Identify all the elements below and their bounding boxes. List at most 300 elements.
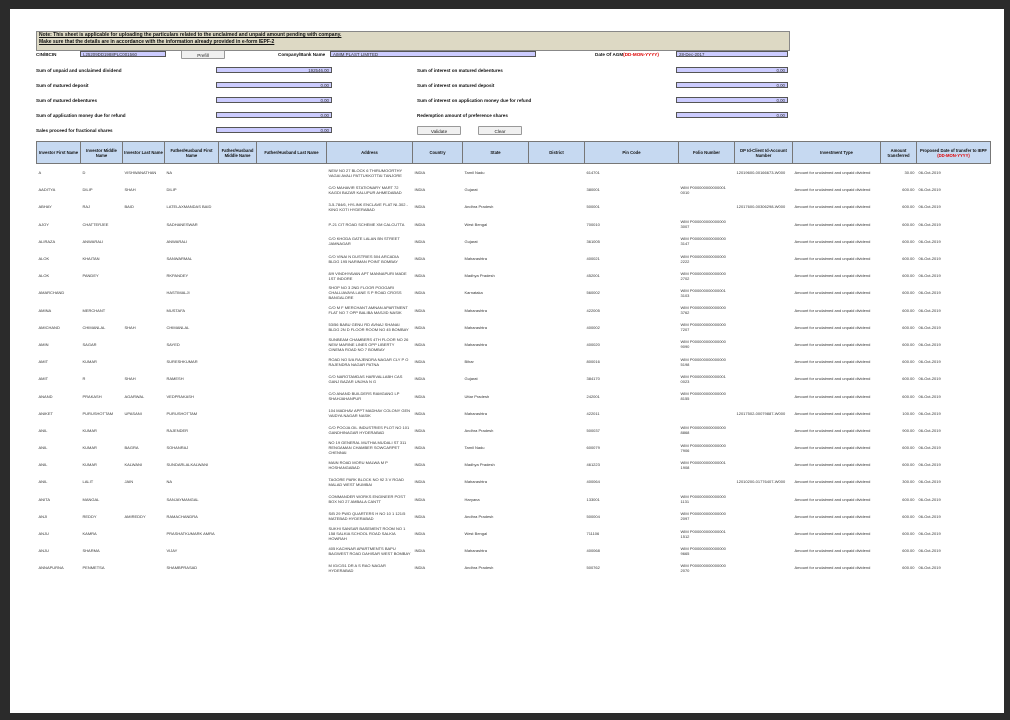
father-first-name-cell[interactable]: SANWARMAL <box>166 256 193 262</box>
amount-transferred-cell[interactable]: 600.00 <box>902 221 915 227</box>
amount-transferred-cell[interactable]: 600.00 <box>902 531 915 537</box>
folio-number-cell[interactable]: WIM P000000000000000 2097 <box>680 511 726 522</box>
investment-type-cell[interactable]: Amount for unclaimed and unpaid dividend <box>794 376 871 382</box>
state-cell[interactable]: Madhya Pradesh <box>464 462 495 468</box>
sum-field[interactable]: 0.00 <box>676 67 788 73</box>
investor-last-name-cell[interactable] <box>123 525 165 542</box>
father-first-name-cell[interactable]: RAMESH <box>166 376 184 382</box>
folio-number-cell[interactable]: WIM P000000000000000 3762 <box>680 305 726 316</box>
dp-client-id-cell[interactable] <box>735 491 793 508</box>
sum-field[interactable]: 0.00 <box>676 82 788 88</box>
state-cell[interactable]: Bihar <box>464 359 474 365</box>
dp-client-id-cell[interactable] <box>735 439 793 456</box>
country-cell[interactable]: INDIA <box>414 290 426 296</box>
country-cell[interactable]: INDIA <box>414 376 426 382</box>
father-last-name-cell[interactable] <box>257 473 327 490</box>
father-middle-name-cell[interactable] <box>219 508 257 525</box>
pin-code-cell[interactable]: 384170 <box>586 376 600 382</box>
table-row[interactable] <box>37 164 991 182</box>
investor-first-name-cell[interactable]: A <box>38 170 42 176</box>
folio-number-cell[interactable] <box>679 473 735 490</box>
country-cell[interactable]: INDIA <box>414 273 426 279</box>
country-cell[interactable]: INDIA <box>414 238 426 244</box>
investment-type-cell[interactable]: Amount for unclaimed and unpaid dividend <box>794 427 871 433</box>
address-cell[interactable]: ROAD NO 5/A RAJENDRA NAGAR CLY P O RAJENDRA NAGAR PATNA <box>328 356 409 367</box>
investor-middle-name-cell[interactable]: KUMAR <box>82 427 97 433</box>
investor-last-name-cell[interactable] <box>123 233 165 250</box>
table-row[interactable] <box>37 439 991 456</box>
investor-first-name-cell[interactable]: AMINA <box>38 307 52 313</box>
proposed-date-cell[interactable]: 06-Oct-2019 <box>918 445 941 451</box>
father-middle-name-cell[interactable] <box>219 302 257 319</box>
table-row[interactable] <box>37 491 991 508</box>
investment-type-cell[interactable]: Amount for unclaimed and unpaid dividend <box>794 256 871 262</box>
address-cell[interactable]: NO 19 GENERAL MUTHIA MUDALI ST 311 RENGAMAN CHAMBER SOWCARPET CHENNAI <box>328 440 407 456</box>
investor-last-name-cell[interactable]: JAIN <box>124 479 134 485</box>
investor-last-name-cell[interactable]: KALWANI <box>124 462 143 468</box>
district-cell[interactable] <box>529 319 585 336</box>
table-row[interactable] <box>37 302 991 319</box>
pin-code-cell[interactable]: 400021 <box>586 256 600 262</box>
folio-number-cell[interactable]: WIM P000000000000000 1131 <box>680 494 726 505</box>
folio-number-cell[interactable]: WIM P000000000000001 1512 <box>680 528 726 539</box>
investor-last-name-cell[interactable] <box>123 267 165 284</box>
state-cell[interactable]: Maharashtra <box>464 548 487 554</box>
father-last-name-cell[interactable] <box>257 267 327 284</box>
proposed-date-cell[interactable]: 06-Oct-2019 <box>918 531 941 537</box>
address-cell[interactable]: 405 KACHNAR APARTMENTS BAPU BAGWEST ROAD DAHISAR WEST BOMBAY <box>328 545 411 556</box>
amount-transferred-cell[interactable]: 600.00 <box>902 256 915 262</box>
investor-middle-name-cell[interactable] <box>81 284 123 301</box>
father-middle-name-cell[interactable] <box>219 473 257 490</box>
folio-number-cell[interactable]: WIM P000000000000000 3007 <box>680 219 726 230</box>
proposed-date-cell[interactable]: 06-Oct-2019 <box>918 513 941 519</box>
investment-type-cell[interactable]: Amount for unclaimed and unpaid dividend <box>794 565 871 571</box>
investor-last-name-cell[interactable] <box>123 422 165 439</box>
country-cell[interactable]: INDIA <box>414 427 426 433</box>
father-last-name-cell[interactable] <box>257 422 327 439</box>
table-row[interactable] <box>37 542 991 559</box>
pin-code-cell[interactable]: 500001 <box>586 204 600 210</box>
address-cell[interactable]: SUKHI SANSAR BASEMENT ROOM NO 1 158 SALKIA SCHOOL ROAD SALKIA HOWRAH <box>328 526 406 542</box>
father-last-name-cell[interactable] <box>257 491 327 508</box>
father-middle-name-cell[interactable] <box>219 559 257 576</box>
father-last-name-cell[interactable] <box>257 164 327 182</box>
father-last-name-cell[interactable] <box>257 233 327 250</box>
investor-middle-name-cell[interactable]: DILIP <box>82 187 93 193</box>
investor-last-name-cell[interactable]: SHAH <box>124 324 136 330</box>
dp-client-id-cell[interactable] <box>735 319 793 336</box>
investor-last-name-cell[interactable] <box>123 491 165 508</box>
state-cell[interactable]: Maharashtra <box>464 341 487 347</box>
father-first-name-cell[interactable]: HASTIMALJI <box>166 290 190 296</box>
folio-number-cell[interactable]: WIM P000000000000000 7906 <box>680 442 726 453</box>
investment-type-cell[interactable]: Amount for unclaimed and unpaid dividend <box>794 238 871 244</box>
investor-first-name-cell[interactable]: ANIL <box>38 427 48 433</box>
amount-transferred-cell[interactable]: 100.00 <box>902 410 915 416</box>
father-middle-name-cell[interactable] <box>219 542 257 559</box>
investor-first-name-cell[interactable]: ABHAY <box>38 204 52 210</box>
cin-field[interactable]: L25209DD1988PLC001560 <box>80 51 166 57</box>
district-cell[interactable] <box>529 233 585 250</box>
father-first-name-cell[interactable]: RKPANDEY <box>166 273 189 279</box>
state-cell[interactable]: Gujarat <box>464 187 478 193</box>
sum-field[interactable]: 0.00 <box>676 97 788 103</box>
district-cell[interactable] <box>529 422 585 439</box>
proposed-date-cell[interactable]: 06-Oct-2019 <box>918 427 941 433</box>
father-middle-name-cell[interactable] <box>219 284 257 301</box>
amount-transferred-cell[interactable]: 600.00 <box>902 359 915 365</box>
pin-code-cell[interactable]: 133001 <box>586 496 600 502</box>
dp-client-id-cell[interactable]: 12017502-00079887-W000 <box>736 410 786 416</box>
investor-middle-name-cell[interactable]: SAGAR <box>82 341 97 347</box>
father-first-name-cell[interactable]: LATELAXMANDAS BAID <box>166 204 212 210</box>
investment-type-cell[interactable]: Amount for unclaimed and unpaid dividend <box>794 410 871 416</box>
investor-middle-name-cell[interactable]: SHARMA <box>82 548 100 554</box>
folio-number-cell[interactable]: WIM P000000000000000 2070 <box>680 562 726 573</box>
father-first-name-cell[interactable]: PRASHATKUMARK AMRA <box>166 531 215 537</box>
father-last-name-cell[interactable] <box>257 456 327 473</box>
state-cell[interactable]: Maharashtra <box>464 307 487 313</box>
folio-number-cell[interactable]: WIM P000000000000000 2222 <box>680 253 726 264</box>
state-cell[interactable]: Tamil Nadu <box>464 445 485 451</box>
country-cell[interactable]: INDIA <box>414 341 426 347</box>
father-last-name-cell[interactable] <box>257 216 327 233</box>
father-middle-name-cell[interactable] <box>219 164 257 182</box>
district-cell[interactable] <box>529 439 585 456</box>
country-cell[interactable]: INDIA <box>414 307 426 313</box>
district-cell[interactable] <box>529 302 585 319</box>
investor-first-name-cell[interactable]: ANIL <box>38 479 48 485</box>
father-middle-name-cell[interactable] <box>219 387 257 404</box>
father-middle-name-cell[interactable] <box>219 353 257 370</box>
address-cell[interactable]: TAGORE PARK BLOCK NO 92 3 V ROAD MALAD WEST MUMBAI <box>328 476 404 487</box>
investor-middle-name-cell[interactable]: KUMAR <box>82 445 97 451</box>
investor-last-name-cell[interactable] <box>123 302 165 319</box>
dp-client-id-cell[interactable] <box>735 250 793 267</box>
dp-client-id-cell[interactable] <box>735 233 793 250</box>
proposed-date-cell[interactable]: 06-Oct-2019 <box>918 410 941 416</box>
father-first-name-cell[interactable]: SOHANRAJ <box>166 445 189 451</box>
amount-transferred-cell[interactable]: 600.00 <box>902 462 915 468</box>
address-cell[interactable]: S/B 29 PWD QUARTERS H NO 10 1 121/5 MATEBAD HYDERABAD <box>328 511 406 522</box>
father-first-name-cell[interactable]: DILIP <box>166 187 177 193</box>
address-cell[interactable]: 3-5-784/6, HYLINK ENCLAVE FLAT NI-302 - KING KOTI HYDERABAD <box>328 201 408 212</box>
amount-transferred-cell[interactable]: 600.00 <box>902 513 915 519</box>
prefill-button[interactable]: Prefill <box>181 50 225 59</box>
pin-code-cell[interactable]: 400020 <box>586 341 600 347</box>
investor-middle-name-cell[interactable]: KHAITAN <box>82 256 100 262</box>
father-middle-name-cell[interactable] <box>219 336 257 353</box>
proposed-date-cell[interactable]: 06-Oct-2019 <box>918 341 941 347</box>
country-cell[interactable]: INDIA <box>414 548 426 554</box>
amount-transferred-cell[interactable]: 600.00 <box>902 324 915 330</box>
country-cell[interactable]: INDIA <box>414 393 426 399</box>
pin-code-cell[interactable]: 560002 <box>586 290 600 296</box>
investor-middle-name-cell[interactable]: PENMETSA <box>82 565 105 571</box>
investor-first-name-cell[interactable]: AJOY <box>38 221 49 227</box>
father-first-name-cell[interactable]: MUSTAFA <box>166 307 186 313</box>
amount-transferred-cell[interactable]: 300.00 <box>902 479 915 485</box>
investor-first-name-cell[interactable]: ANJI <box>38 513 48 519</box>
investor-last-name-cell[interactable]: SHAH <box>124 376 136 382</box>
father-middle-name-cell[interactable] <box>219 491 257 508</box>
pin-code-cell[interactable]: 400068 <box>586 548 600 554</box>
district-cell[interactable] <box>529 336 585 353</box>
pin-code-cell[interactable]: 711106 <box>586 531 600 537</box>
investor-last-name-cell[interactable] <box>123 559 165 576</box>
investor-last-name-cell[interactable]: UPASANI <box>124 410 142 416</box>
father-last-name-cell[interactable] <box>257 559 327 576</box>
pin-code-cell[interactable]: 422005 <box>586 307 600 313</box>
investor-first-name-cell[interactable]: AMICHAND <box>38 324 60 330</box>
district-cell[interactable] <box>529 456 585 473</box>
dp-client-id-cell[interactable] <box>735 559 793 576</box>
district-cell[interactable] <box>529 473 585 490</box>
dp-client-id-cell[interactable] <box>735 336 793 353</box>
father-middle-name-cell[interactable] <box>219 456 257 473</box>
state-cell[interactable]: Tamil Nadu <box>464 170 485 176</box>
folio-number-cell[interactable]: WIM P000000000000001 0023 <box>680 373 726 384</box>
investment-type-cell[interactable]: Amount for unclaimed and unpaid dividend <box>794 341 871 347</box>
country-cell[interactable]: INDIA <box>414 410 426 416</box>
proposed-date-cell[interactable]: 06-Oct-2019 <box>918 359 941 365</box>
investment-type-cell[interactable]: Amount for unclaimed and unpaid dividend <box>794 359 871 365</box>
investor-middle-name-cell[interactable]: PANDEY <box>82 273 99 279</box>
pin-code-cell[interactable]: 361005 <box>586 238 600 244</box>
investor-last-name-cell[interactable] <box>123 284 165 301</box>
investor-middle-name-cell[interactable]: MERCHANT <box>82 307 106 313</box>
district-cell[interactable] <box>529 284 585 301</box>
country-cell[interactable]: INDIA <box>414 565 426 571</box>
amount-transferred-cell[interactable]: 600.00 <box>902 445 915 451</box>
district-cell[interactable] <box>529 405 585 422</box>
investor-first-name-cell[interactable]: ANAND <box>38 393 53 399</box>
father-first-name-cell[interactable]: SUNDARLALKALWANI <box>166 462 209 468</box>
validate-button[interactable]: Validate <box>417 126 461 135</box>
table-row[interactable] <box>37 319 991 336</box>
pin-code-cell[interactable]: 500037 <box>586 427 600 433</box>
father-last-name-cell[interactable] <box>257 387 327 404</box>
pin-code-cell[interactable]: 600079 <box>586 445 600 451</box>
father-middle-name-cell[interactable] <box>219 267 257 284</box>
country-cell[interactable]: INDIA <box>414 170 426 176</box>
investor-middle-name-cell[interactable]: KAMRA <box>82 531 97 537</box>
investor-middle-name-cell[interactable]: CHATTERJEE <box>82 221 109 227</box>
pin-code-cell[interactable]: 800016 <box>586 359 600 365</box>
dp-client-id-cell[interactable] <box>735 542 793 559</box>
investment-type-cell[interactable]: Amount for unclaimed and unpaid dividend <box>794 479 871 485</box>
table-row[interactable] <box>37 336 991 353</box>
investment-type-cell[interactable]: Amount for unclaimed and unpaid dividend <box>794 393 871 399</box>
investment-type-cell[interactable]: Amount for unclaimed and unpaid dividend <box>794 170 871 176</box>
investment-type-cell[interactable]: Amount for unclaimed and unpaid dividend <box>794 548 871 554</box>
investor-first-name-cell[interactable]: ANNAPURNA <box>38 565 64 571</box>
country-cell[interactable]: INDIA <box>414 221 426 227</box>
address-cell[interactable]: 53/56 BABU GENU RD AVNAJ SHANAI BLDG 2N D FLOOR ROOM NO 45 BOMBAY <box>328 322 409 333</box>
table-row[interactable] <box>37 284 991 301</box>
investor-first-name-cell[interactable]: ALOK <box>38 256 50 262</box>
investor-middle-name-cell[interactable]: KUMAR <box>82 462 97 468</box>
dp-client-id-cell[interactable] <box>735 267 793 284</box>
dp-client-id-cell[interactable] <box>735 525 793 542</box>
investor-first-name-cell[interactable]: AADITYA <box>38 187 56 193</box>
district-cell[interactable] <box>529 387 585 404</box>
father-first-name-cell[interactable]: NA <box>166 479 173 485</box>
dp-client-id-cell[interactable]: 12017600-00306298-W000 <box>736 204 786 210</box>
father-last-name-cell[interactable] <box>257 439 327 456</box>
table-row[interactable] <box>37 508 991 525</box>
investment-type-cell[interactable]: Amount for unclaimed and unpaid dividend <box>794 221 871 227</box>
district-cell[interactable] <box>529 353 585 370</box>
country-cell[interactable]: INDIA <box>414 324 426 330</box>
investor-middle-name-cell[interactable]: REDDY <box>82 513 97 519</box>
folio-number-cell[interactable]: WIM P000000000000000 8155 <box>680 391 726 402</box>
investor-last-name-cell[interactable]: VISHWANATHAN <box>124 170 157 176</box>
district-cell[interactable] <box>529 370 585 387</box>
investor-first-name-cell[interactable]: ALIRAZA <box>38 238 56 244</box>
investor-middle-name-cell[interactable]: MANGAL <box>82 496 100 502</box>
father-last-name-cell[interactable] <box>257 525 327 542</box>
amount-transferred-cell[interactable]: 600.00 <box>902 341 915 347</box>
district-cell[interactable] <box>529 250 585 267</box>
country-cell[interactable]: INDIA <box>414 187 426 193</box>
state-cell[interactable]: West Bengal <box>464 221 488 227</box>
amount-transferred-cell[interactable]: 900.00 <box>902 427 915 433</box>
father-last-name-cell[interactable] <box>257 542 327 559</box>
state-cell[interactable]: Gujarat <box>464 238 478 244</box>
amount-transferred-cell[interactable]: 600.00 <box>902 187 915 193</box>
sum-field[interactable]: 192546.00 <box>216 67 332 73</box>
proposed-date-cell[interactable]: 06-Oct-2019 <box>918 376 941 382</box>
investor-last-name-cell[interactable]: AGARWAL <box>124 393 145 399</box>
dp-client-id-cell[interactable] <box>735 370 793 387</box>
amount-transferred-cell[interactable]: 600.00 <box>902 238 915 244</box>
investor-last-name-cell[interactable] <box>123 542 165 559</box>
dp-client-id-cell[interactable] <box>735 456 793 473</box>
country-cell[interactable]: INDIA <box>414 479 426 485</box>
father-middle-name-cell[interactable] <box>219 250 257 267</box>
state-cell[interactable]: Andhra Pradesh <box>464 427 494 433</box>
proposed-date-cell[interactable]: 06-Oct-2019 <box>918 324 941 330</box>
table-row[interactable] <box>37 216 991 233</box>
father-middle-name-cell[interactable] <box>219 439 257 456</box>
state-cell[interactable]: Madhya Pradesh <box>464 273 495 279</box>
amount-transferred-cell[interactable]: 30.00 <box>904 170 915 176</box>
amount-transferred-cell[interactable]: 600.00 <box>902 273 915 279</box>
sum-field[interactable]: 0.00 <box>216 97 332 103</box>
table-row[interactable] <box>37 233 991 250</box>
investor-last-name-cell[interactable]: AMIREDDY <box>124 513 146 519</box>
pin-code-cell[interactable]: 500004 <box>586 513 600 519</box>
pin-code-cell[interactable]: 380001 <box>586 187 600 193</box>
address-cell[interactable]: SUNBEAM CHAMBERS 4TH FLOOR NO 26 NEW MARINE LINES OPP LIBERTY CINEMA ROAD NO 7 BOMBAY <box>328 336 409 352</box>
company-field[interactable]: AIMM PLAST LIMITED <box>330 51 536 57</box>
dp-client-id-cell[interactable] <box>735 284 793 301</box>
district-cell[interactable] <box>529 542 585 559</box>
father-last-name-cell[interactable] <box>257 508 327 525</box>
investor-middle-name-cell[interactable]: CHIMANLAL <box>82 324 106 330</box>
father-last-name-cell[interactable] <box>257 336 327 353</box>
investor-last-name-cell[interactable] <box>123 336 165 353</box>
district-cell[interactable] <box>529 216 585 233</box>
father-last-name-cell[interactable] <box>257 198 327 215</box>
father-last-name-cell[interactable] <box>257 405 327 422</box>
pin-code-cell[interactable]: 614701 <box>586 170 600 176</box>
investor-first-name-cell[interactable]: ANJU <box>38 548 49 554</box>
pin-code-cell[interactable]: 400064 <box>586 479 600 485</box>
table-row[interactable] <box>37 353 991 370</box>
state-cell[interactable]: Karnataka <box>464 290 483 296</box>
father-middle-name-cell[interactable] <box>219 525 257 542</box>
dp-client-id-cell[interactable] <box>735 353 793 370</box>
father-last-name-cell[interactable] <box>257 302 327 319</box>
proposed-date-cell[interactable]: 06-Oct-2019 <box>918 393 941 399</box>
investment-type-cell[interactable]: Amount for unclaimed and unpaid dividend <box>794 531 871 537</box>
address-cell[interactable]: C/O VINAI N DUSTRIES 504 ARCADIA BLDG 195 NARIMAN POINT BOMBAY <box>328 253 399 264</box>
investor-first-name-cell[interactable]: ALOK <box>38 273 50 279</box>
proposed-date-cell[interactable]: 06-Oct-2019 <box>918 307 941 313</box>
investment-type-cell[interactable]: Amount for unclaimed and unpaid dividend <box>794 324 871 330</box>
dp-client-id-cell[interactable] <box>735 302 793 319</box>
folio-number-cell[interactable]: WIM P000000000000000 5198 <box>680 356 726 367</box>
folio-number-cell[interactable]: WIM P000000000000001 1908 <box>680 459 726 470</box>
father-first-name-cell[interactable]: PURUSHOTTAM <box>166 410 198 416</box>
proposed-date-cell[interactable]: 06-Oct-2019 <box>918 565 941 571</box>
investor-first-name-cell[interactable]: ANIKET <box>38 410 53 416</box>
state-cell[interactable]: Uttar Pradesh <box>464 393 490 399</box>
folio-number-cell[interactable] <box>679 164 735 182</box>
table-row[interactable] <box>37 405 991 422</box>
investment-type-cell[interactable]: Amount for unclaimed and unpaid dividend <box>794 204 871 210</box>
address-cell[interactable]: C/O KHODA GATE LALAN BN STREET JAMNAGAR <box>328 236 400 247</box>
state-cell[interactable]: Gujarat <box>464 376 478 382</box>
folio-number-cell[interactable]: WIM P000000000000000 9090 <box>680 339 726 350</box>
pin-code-cell[interactable]: 452001 <box>586 273 600 279</box>
dp-client-id-cell[interactable]: 12019600-00166673-W000 <box>736 170 786 176</box>
district-cell[interactable] <box>529 559 585 576</box>
proposed-date-cell[interactable]: 06-Oct-2019 <box>918 204 941 210</box>
father-first-name-cell[interactable]: SADHANESWAR <box>166 221 198 227</box>
amount-transferred-cell[interactable]: 600.00 <box>902 376 915 382</box>
father-last-name-cell[interactable] <box>257 319 327 336</box>
pin-code-cell[interactable]: 700010 <box>586 221 600 227</box>
amount-transferred-cell[interactable]: 600.00 <box>902 565 915 571</box>
father-first-name-cell[interactable]: SAYED <box>166 341 180 347</box>
father-first-name-cell[interactable]: RAJENDER <box>166 427 189 433</box>
investment-type-cell[interactable]: Amount for unclaimed and unpaid dividend <box>794 445 871 451</box>
father-first-name-cell[interactable]: RAMACHANDRA <box>166 513 198 519</box>
investor-last-name-cell[interactable]: SHAH <box>124 187 136 193</box>
address-cell[interactable]: C/O NAROTAMDAS HARIVALLABH CAS GANJ BAZAR UNJHA N G <box>328 373 403 384</box>
table-row[interactable] <box>37 370 991 387</box>
investor-middle-name-cell[interactable]: D <box>82 170 86 176</box>
clear-button[interactable]: Clear <box>478 126 522 135</box>
address-cell[interactable]: C/O M F MERCHANT AMNAN APARTMENT FLAT NO 7 OPP BALIBA MASJID NASIK <box>328 305 408 316</box>
table-row[interactable] <box>37 387 991 404</box>
investment-type-cell[interactable]: Amount for unclaimed and unpaid dividend <box>794 273 871 279</box>
investor-last-name-cell[interactable]: BAID <box>124 204 134 210</box>
state-cell[interactable]: West Bengal <box>464 531 488 537</box>
sum-field[interactable]: 0.00 <box>216 82 332 88</box>
address-cell[interactable]: M IG/C/51 DR A S RAO NAGAR HYDERABAD <box>328 562 386 573</box>
amount-transferred-cell[interactable]: 600.00 <box>902 204 915 210</box>
proposed-date-cell[interactable]: 06-Oct-2019 <box>918 238 941 244</box>
address-cell[interactable]: C/O ANAND BUILDERS RAMGANG LP SHAHJAHANPUR <box>328 391 400 402</box>
proposed-date-cell[interactable]: 06-Oct-2019 <box>918 256 941 262</box>
address-cell[interactable]: C/O POOJA OIL INDUSTRIES PLOT NO 101 GANDHINAGAR HYDERABAD <box>328 425 410 436</box>
father-last-name-cell[interactable] <box>257 284 327 301</box>
